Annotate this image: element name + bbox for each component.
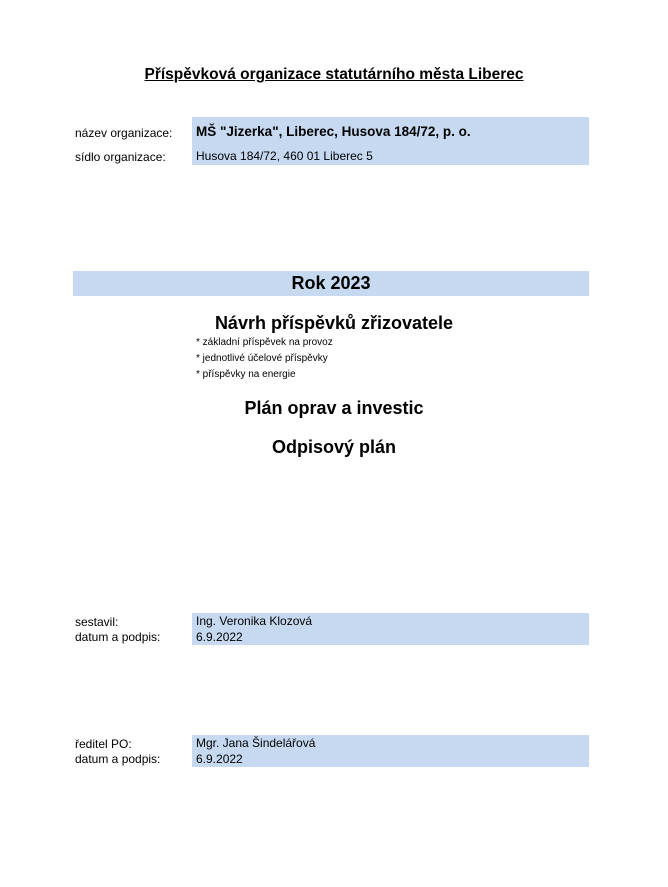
director-date-value: 6.9.2022 (192, 751, 589, 767)
org-name-label: název organizace: (75, 126, 173, 140)
bullet-item: * příspěvky na energie (196, 369, 296, 380)
compiled-by-label: sestavil: (75, 615, 119, 629)
org-seat-value: Husova 184/72, 460 01 Liberec 5 (192, 147, 589, 165)
compiled-date-label: datum a podpis: (75, 630, 161, 644)
director-label: ředitel PO: (75, 737, 132, 751)
section-heading-repairs: Plán oprav a investic (244, 398, 424, 418)
section-heading-contributions: Návrh příspěvků zřizovatele (214, 313, 454, 333)
document-title (0, 66, 668, 84)
org-seat-label: sídlo organizace: (75, 150, 166, 164)
compiled-date-value: 6.9.2022 (192, 629, 589, 645)
compiled-by-value: Ing. Veronika Klozová (192, 613, 589, 629)
document-title-text: Příspěvková organizace statutárního města Liberec (144, 66, 524, 83)
bullet-item: * základní příspěvek na provoz (196, 337, 333, 348)
director-value: Mgr. Jana Šindelářová (192, 735, 589, 751)
bullet-item: * jednotlivé účelové příspěvky (196, 353, 328, 364)
section-heading-depreciation: Odpisový plán (271, 437, 397, 457)
director-date-label: datum a podpis: (75, 752, 161, 766)
org-name-value: MŠ "Jizerka", Liberec, Husova 184/72, p. o. (192, 117, 589, 147)
year-banner: Rok 2023 (73, 271, 589, 296)
